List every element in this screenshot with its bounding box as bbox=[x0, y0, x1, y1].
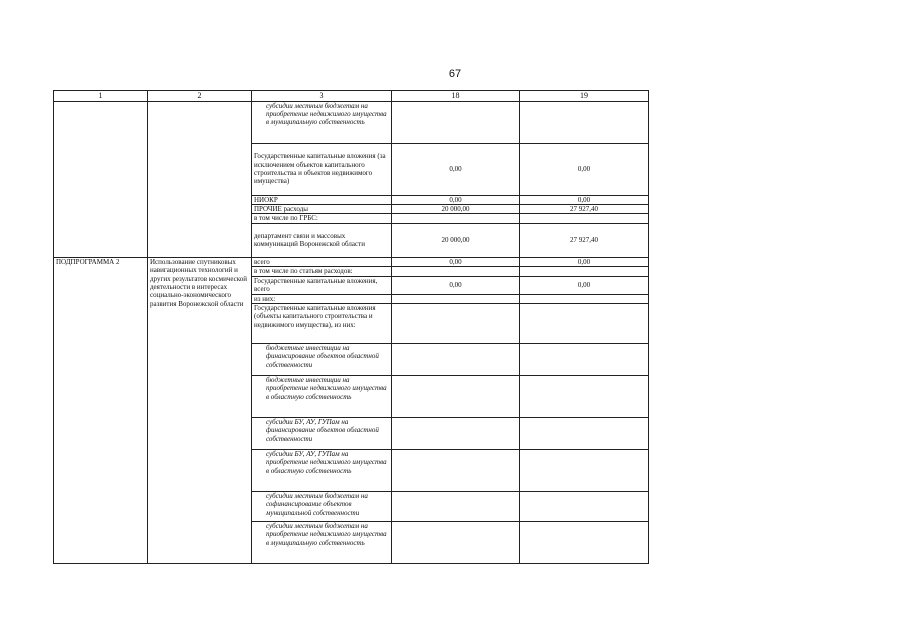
value-19 bbox=[520, 521, 649, 563]
row-label: Государственные капитальные вложения (за исключением объектов капитального строительства и объектов недвижимого имущества) bbox=[252, 143, 392, 195]
value-18 bbox=[392, 521, 520, 563]
value-19: 0,00 bbox=[520, 257, 649, 266]
value-18 bbox=[392, 417, 520, 449]
row-label: бюджетные инвестиции на финансирование объектов областной собственности bbox=[252, 343, 392, 375]
value-18 bbox=[392, 214, 520, 223]
value-18 bbox=[392, 343, 520, 375]
value-19 bbox=[520, 343, 649, 375]
block1-program-code bbox=[54, 101, 148, 257]
value-18 bbox=[392, 491, 520, 521]
value-19 bbox=[520, 101, 649, 143]
row-label: бюджетные инвестиции на приобретение недвижимого имущества в областную собственность bbox=[252, 375, 392, 417]
table-row bbox=[54, 257, 649, 266]
value-19 bbox=[520, 375, 649, 417]
value-18 bbox=[392, 294, 520, 303]
value-19 bbox=[520, 491, 649, 521]
value-19: 27 927,40 bbox=[520, 223, 649, 257]
value-18: 0,00 bbox=[392, 195, 520, 204]
value-19 bbox=[520, 267, 649, 276]
block2-program-code: ПОДПРОГРАММА 2 bbox=[54, 257, 148, 563]
row-label: в том числе по статьям расходов: bbox=[252, 267, 392, 276]
value-19: 0,00 bbox=[520, 195, 649, 204]
row-label: всего bbox=[252, 257, 392, 266]
row-label: Государственные капитальные вложения (объекты капитального строительства и недвижимого имущества), из них: bbox=[252, 303, 392, 343]
row-label: в том числе по ГРБС: bbox=[252, 214, 392, 223]
row-label: департамент связи и массовых коммуникаций Воронежской области bbox=[252, 223, 392, 257]
header-cell-1: 1 bbox=[54, 91, 148, 102]
value-19: 0,00 bbox=[520, 276, 649, 294]
row-label: Государственные капитальные вложения, всего bbox=[252, 276, 392, 294]
value-19 bbox=[520, 294, 649, 303]
value-19: 0,00 bbox=[520, 143, 649, 195]
value-18: 0,00 bbox=[392, 257, 520, 266]
value-19 bbox=[520, 303, 649, 343]
row-label: ПРОЧИЕ расходы bbox=[252, 204, 392, 213]
value-18: 20 000,00 bbox=[392, 204, 520, 213]
value-19: 27 927,40 bbox=[520, 204, 649, 213]
page-number: 67 bbox=[448, 68, 462, 80]
value-18 bbox=[392, 375, 520, 417]
value-18: 0,00 bbox=[392, 143, 520, 195]
row-label: из них: bbox=[252, 294, 392, 303]
row-label: НИОКР bbox=[252, 195, 392, 204]
value-18 bbox=[392, 267, 520, 276]
row-label: субсидии БУ, АУ, ГУПам на финансирование объектов областной собственности bbox=[252, 417, 392, 449]
table-row bbox=[54, 101, 649, 143]
value-18 bbox=[392, 101, 520, 143]
row-label: субсидии местным бюджетам на софинансирование объектов муниципальной собственности bbox=[252, 491, 392, 521]
budget-table bbox=[53, 90, 649, 564]
header-cell-18: 18 bbox=[392, 91, 520, 102]
value-19 bbox=[520, 449, 649, 491]
value-19 bbox=[520, 417, 649, 449]
row-label: субсидии местным бюджетам на приобретение недвижимого имущества в муниципальную собственность bbox=[252, 101, 392, 143]
row-label: субсидии местным бюджетам на приобретение недвижимого имущества в муниципальную собственность bbox=[252, 521, 392, 563]
row-label: субсидии БУ, АУ, ГУПам на приобретение недвижимого имущества в областную собственность bbox=[252, 449, 392, 491]
value-18: 0,00 bbox=[392, 276, 520, 294]
value-18: 20 000,00 bbox=[392, 223, 520, 257]
header-cell-19: 19 bbox=[520, 91, 649, 102]
value-18 bbox=[392, 303, 520, 343]
block1-program-name bbox=[148, 101, 252, 257]
value-19 bbox=[520, 214, 649, 223]
block2-program-name: Использование спутниковых навигационных технологий и других результатов космической деятельности в интересах социально-экономического развития Воронежской области bbox=[148, 257, 252, 563]
header-cell-2: 2 bbox=[148, 91, 252, 102]
value-18 bbox=[392, 449, 520, 491]
header-cell-3: 3 bbox=[252, 91, 392, 102]
header-row bbox=[54, 91, 649, 102]
